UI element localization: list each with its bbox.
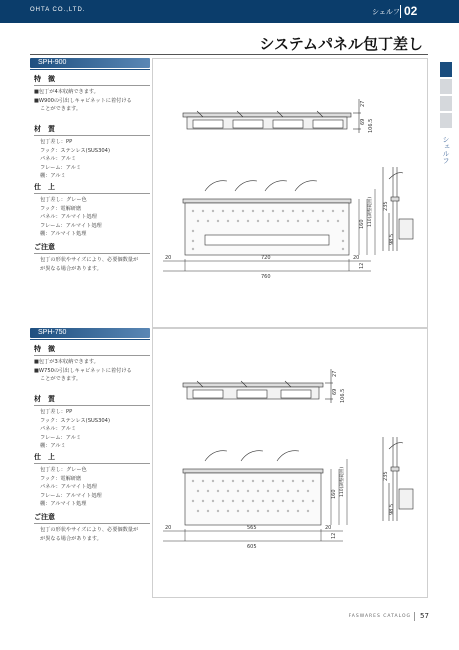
- dim-margin-right: 20: [353, 255, 360, 261]
- feature-line: ことができます。: [40, 376, 82, 383]
- finish-heading: 仕 上: [34, 453, 55, 461]
- finish-line: フレーム：アルマイト処理: [40, 222, 102, 229]
- dim-bottom-offset: 12: [331, 532, 337, 539]
- finish-line: パネル：アルマイト処理: [40, 484, 97, 491]
- note-line: 包丁の形状やサイズにより、必要個数量が: [40, 257, 139, 263]
- note-line: が異なる場合があります。: [40, 535, 102, 542]
- page-number: 57: [420, 612, 429, 620]
- dim-panel-height: 160: [359, 219, 365, 229]
- product-section-sph900: [30, 58, 428, 330]
- dim-adjust-range: 110(調整範囲): [340, 466, 345, 497]
- dim-side-total: 235: [383, 471, 389, 481]
- dim-side-total: 235: [383, 201, 389, 211]
- dim-width-inner: 720: [261, 255, 271, 261]
- dim-top-low: 106.5: [368, 118, 374, 133]
- material-line: フック：ステンレス(SUS304): [40, 417, 111, 424]
- material-line: フレーム：アルミ: [40, 164, 82, 171]
- title-divider: [30, 54, 428, 55]
- finish-line: 包丁差し：グレー色: [40, 467, 87, 473]
- material-line: フレーム：アルミ: [40, 434, 82, 441]
- dim-side-base: 98.5: [389, 503, 395, 515]
- material-line: フック：ステンレス(SUS304): [40, 147, 111, 154]
- front-view: [183, 451, 323, 525]
- model-badge: [30, 58, 150, 68]
- notes-heading: ご注意: [34, 243, 55, 251]
- material-line: 棚：アルミ: [40, 173, 66, 180]
- product-section-sph750: [30, 328, 428, 600]
- dim-bottom-offset: 12: [359, 262, 365, 269]
- material-line: 包丁差し：PP: [40, 409, 73, 415]
- finish-block: [34, 182, 154, 239]
- material-line: 包丁差し：PP: [40, 139, 73, 145]
- note-line: が異なる場合があります。: [40, 265, 102, 272]
- company-name: OHTA CO.,LTD.: [30, 7, 86, 13]
- front-view: [183, 181, 351, 255]
- note-line: 包丁の形状やサイズにより、必要個数量が: [40, 527, 139, 533]
- finish-line: フック：電解研磨: [40, 475, 82, 482]
- model-name: SPH-750: [38, 329, 67, 336]
- side-tab-shelf[interactable]: [440, 62, 452, 77]
- material-line: パネル：アルミ: [40, 426, 77, 433]
- dim-top-height: 27: [360, 100, 366, 107]
- dim-width-overall: 605: [247, 544, 257, 550]
- technical-drawing: [152, 58, 428, 328]
- finish-line: フレーム：アルマイト処理: [40, 492, 102, 499]
- drawing-svg: [153, 329, 429, 599]
- notes-heading: ご注意: [34, 513, 55, 521]
- dim-adjust-range: 110(調整範囲): [368, 196, 373, 227]
- dim-margin-left: 20: [165, 255, 172, 261]
- dim-margin-left: 20: [165, 525, 172, 531]
- finish-line: 棚：アルマイト処理: [40, 501, 87, 508]
- footer-divider: [414, 612, 415, 621]
- materials-block: [34, 124, 154, 181]
- technical-drawing: [152, 328, 428, 598]
- dim-panel-height: 160: [331, 489, 337, 499]
- drawing-svg: [153, 59, 429, 329]
- header-divider: [400, 5, 401, 18]
- dim-margin-right: 20: [325, 525, 332, 531]
- side-tab-2[interactable]: [440, 79, 452, 94]
- dim-top-height: 27: [332, 370, 338, 377]
- feature-line: ことができます。: [40, 106, 82, 113]
- features-block: [34, 344, 154, 384]
- page-code: 02: [404, 4, 418, 18]
- dim-top-mid: 69: [360, 118, 366, 125]
- finish-line: 棚：アルマイト処理: [40, 231, 87, 238]
- finish-heading: 仕 上: [34, 183, 55, 191]
- feature-line: ■包丁が4本収納できます。: [34, 89, 99, 95]
- feature-line: ■包丁が3本収納できます。: [34, 359, 99, 365]
- dim-top-low: 106.5: [340, 388, 346, 403]
- features-heading: 特 徴: [34, 345, 55, 353]
- dim-width-inner: 565: [247, 525, 257, 531]
- materials-heading: 材 質: [34, 395, 55, 403]
- dim-width-overall: 760: [261, 274, 271, 280]
- top-view: [183, 369, 333, 403]
- side-category-label: シェルフ: [442, 136, 450, 164]
- notes-block: [34, 512, 154, 543]
- model-name: SPH-900: [38, 59, 67, 66]
- side-tab-4[interactable]: [440, 113, 452, 128]
- features-heading: 特 徴: [34, 75, 55, 83]
- materials-heading: 材 質: [34, 125, 55, 133]
- feature-line: ■W900の引出しキャビネットに着付ける: [34, 97, 132, 104]
- finish-line: パネル：アルマイト処理: [40, 214, 97, 221]
- side-tab-3[interactable]: [440, 96, 452, 111]
- finish-line: フック：電解研磨: [40, 205, 82, 212]
- materials-block: [34, 394, 154, 451]
- side-tabs: [440, 62, 452, 130]
- page-title: システムパネル包丁差し: [259, 35, 423, 53]
- notes-block: [34, 242, 154, 273]
- top-view: [183, 99, 361, 133]
- finish-line: 包丁差し：グレー色: [40, 197, 87, 203]
- category-label: シェルフ: [372, 8, 400, 16]
- material-line: 棚：アルミ: [40, 443, 66, 450]
- model-badge: [30, 328, 150, 338]
- header-bar: [0, 0, 459, 23]
- feature-line: ■W750の引出しキャビネットに着付ける: [34, 367, 132, 374]
- dim-top-mid: 69: [332, 388, 338, 395]
- finish-block: [34, 452, 154, 509]
- dim-side-base: 98.5: [389, 233, 395, 245]
- material-line: パネル：アルミ: [40, 156, 77, 163]
- catalog-name: FASWARES CATALOG: [348, 614, 411, 619]
- features-block: [34, 74, 154, 114]
